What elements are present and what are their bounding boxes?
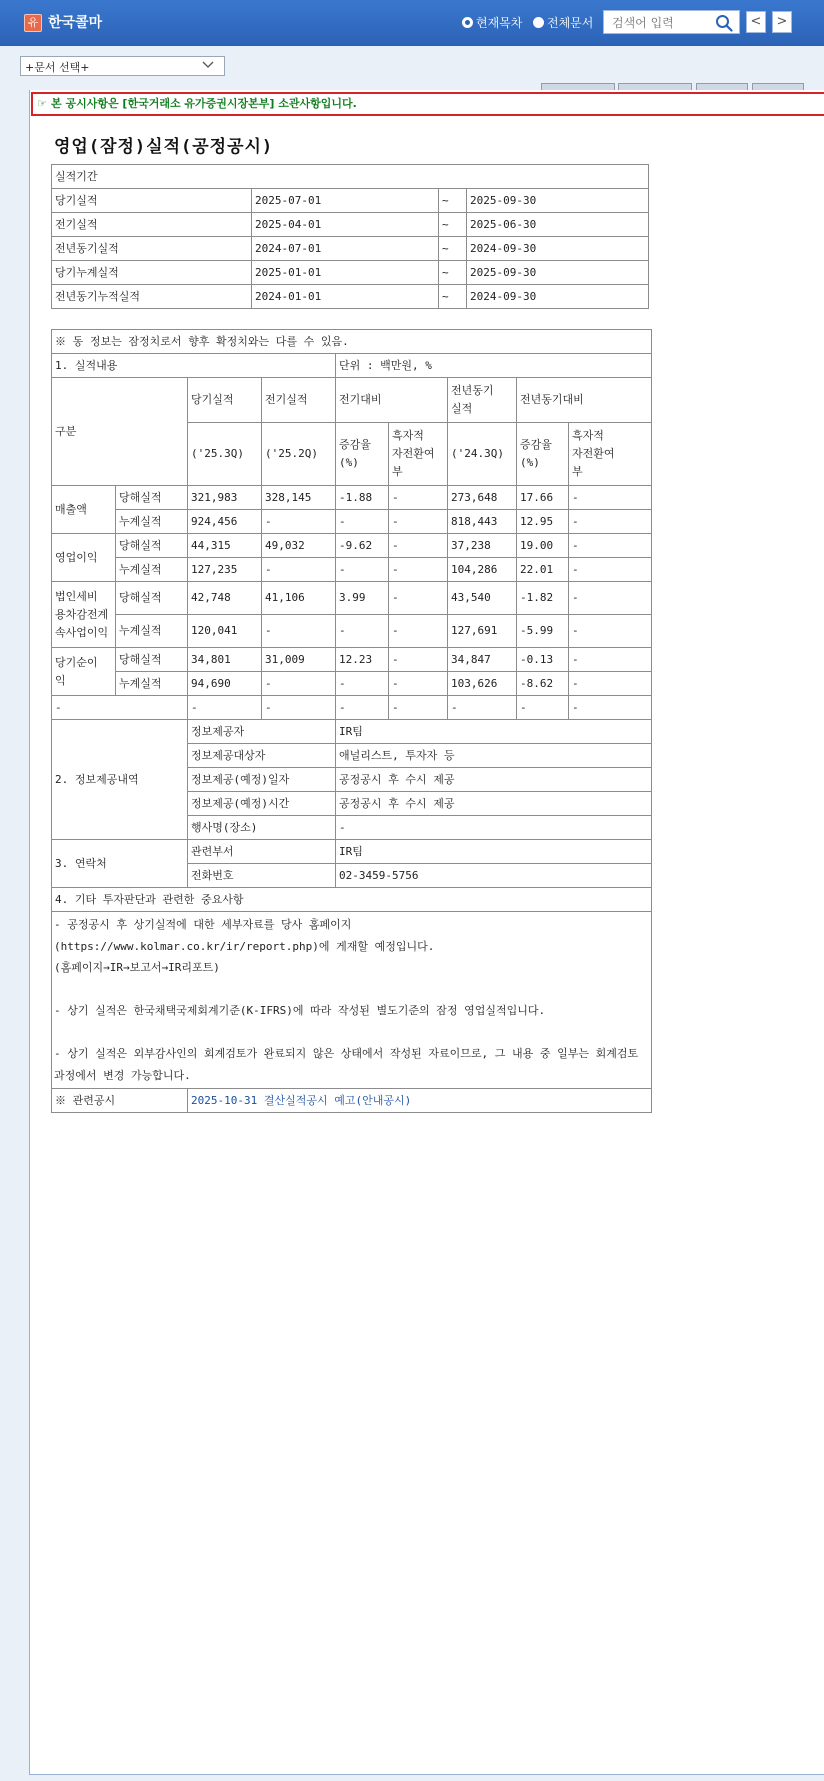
section-4-title: 4. 기타 투자판단과 관련한 중요사항 <box>52 888 652 912</box>
table-row <box>52 285 649 309</box>
sub-label: 누계실적 <box>116 615 188 648</box>
period-to: 2024-09-30 <box>467 237 649 261</box>
period-tilde: ~ <box>439 213 467 237</box>
cell: 17.66 <box>517 486 569 510</box>
period-to: 2025-09-30 <box>467 189 649 213</box>
cell: -8.62 <box>517 672 569 696</box>
header-turnaround: 흑자적 자전환여 부 <box>389 423 448 486</box>
period-tilde: ~ <box>439 261 467 285</box>
info-label: 정보제공(예정)일자 <box>188 768 336 792</box>
cell: - <box>389 558 448 582</box>
cell: - <box>188 696 262 720</box>
company-logo-icon: 유 <box>24 14 42 32</box>
header-cur-quarter: ('25.3Q) <box>188 423 262 486</box>
sub-label: 당해실적 <box>116 486 188 510</box>
cell: 104,286 <box>448 558 517 582</box>
item-name: 당기순이 익 <box>52 648 116 696</box>
table-row <box>52 720 652 744</box>
info-label: 정보제공(예정)시간 <box>188 792 336 816</box>
period-from: 2024-01-01 <box>252 285 439 309</box>
radio-unselected-icon[interactable] <box>533 17 544 28</box>
period-header: 실적기간 <box>52 165 649 189</box>
cell: - <box>336 672 389 696</box>
cell: 44,315 <box>188 534 262 558</box>
period-from: 2025-07-01 <box>252 189 439 213</box>
cell: -9.62 <box>336 534 389 558</box>
table-row <box>52 648 652 672</box>
period-table <box>51 164 649 309</box>
cell: - <box>569 486 652 510</box>
radio-whole-document[interactable] <box>533 14 593 31</box>
period-label: 전년동기누적실적 <box>52 285 252 309</box>
cell: -0.13 <box>517 648 569 672</box>
contact-label: 관련부서 <box>188 840 336 864</box>
cell: 12.95 <box>517 510 569 534</box>
cell: 49,032 <box>262 534 336 558</box>
jurisdiction-notice <box>31 92 824 116</box>
cell: 818,443 <box>448 510 517 534</box>
document-select-value: +문서 선택+ <box>25 61 90 74</box>
cell: 31,009 <box>262 648 336 672</box>
period-tilde: ~ <box>439 189 467 213</box>
table-row <box>52 558 652 582</box>
cell: 12.23 <box>336 648 389 672</box>
header-prev-year: 전년동기 실적 <box>448 378 517 423</box>
company-name: 한국콜마 <box>48 15 103 31</box>
table-row <box>52 615 652 648</box>
related-disclosure-link[interactable]: 2025-10-31 결산실적공시 예고(안내공시) <box>191 1093 412 1107</box>
document-frame <box>29 90 824 1775</box>
cell: - <box>336 558 389 582</box>
cell: - <box>389 534 448 558</box>
cell: 43,540 <box>448 582 517 615</box>
header-category: 구분 <box>52 378 188 486</box>
cell: 120,041 <box>188 615 262 648</box>
period-from: 2024-07-01 <box>252 237 439 261</box>
contact-value: 02-3459-5756 <box>336 864 652 888</box>
cell: - <box>389 696 448 720</box>
contact-label: 전화번호 <box>188 864 336 888</box>
chevron-down-icon <box>202 60 214 70</box>
info-value: 공정공시 후 수시 제공 <box>336 768 652 792</box>
radio-selected-icon[interactable] <box>462 17 473 28</box>
period-label: 전년동기실적 <box>52 237 252 261</box>
period-to: 2024-09-30 <box>467 285 649 309</box>
radio-current-section[interactable] <box>462 14 522 31</box>
cell: 321,983 <box>188 486 262 510</box>
info-value: 공정공시 후 수시 제공 <box>336 792 652 816</box>
period-label: 전기실적 <box>52 213 252 237</box>
section-1-title: 1. 실적내용 <box>52 354 336 378</box>
period-to: 2025-09-30 <box>467 261 649 285</box>
header-change-rate: 증감율 (%) <box>336 423 389 486</box>
cell: - <box>569 558 652 582</box>
cell: - <box>262 672 336 696</box>
radio-all-label: 전체문서 <box>547 16 594 30</box>
table-row <box>52 213 649 237</box>
cell: -1.82 <box>517 582 569 615</box>
period-label: 당기실적 <box>52 189 252 213</box>
cell: - <box>262 558 336 582</box>
cell: - <box>569 648 652 672</box>
cell: 103,626 <box>448 672 517 696</box>
item-name: 매출액 <box>52 486 116 534</box>
cell: - <box>262 510 336 534</box>
cell: - <box>389 615 448 648</box>
cell: 34,801 <box>188 648 262 672</box>
cell: 328,145 <box>262 486 336 510</box>
cell: 3.99 <box>336 582 389 615</box>
table-row <box>52 672 652 696</box>
cell: - <box>389 486 448 510</box>
cell: 19.00 <box>517 534 569 558</box>
cell: - <box>389 648 448 672</box>
cell: 42,748 <box>188 582 262 615</box>
top-bar <box>0 0 824 46</box>
item-name: 법인세비 용차감전계 속사업이익 <box>52 582 116 648</box>
cell: - <box>52 696 188 720</box>
cell: - <box>448 696 517 720</box>
cell: -5.99 <box>517 615 569 648</box>
cell: - <box>569 582 652 615</box>
sub-label: 누계실적 <box>116 510 188 534</box>
header-vs-prev-year: 전년동기대비 <box>517 378 652 423</box>
contact-value: IR팀 <box>336 840 652 864</box>
cell: 924,456 <box>188 510 262 534</box>
next-button[interactable]: > <box>772 11 792 33</box>
period-tilde: ~ <box>439 237 467 261</box>
cell: -1.88 <box>336 486 389 510</box>
period-from: 2025-04-01 <box>252 213 439 237</box>
header-prev-year-quarter: ('24.3Q) <box>448 423 517 486</box>
sub-label: 누계실적 <box>116 672 188 696</box>
cell: 94,690 <box>188 672 262 696</box>
cell: - <box>569 534 652 558</box>
table-row <box>52 582 652 615</box>
header-prev: 전기실적 <box>262 378 336 423</box>
cell: - <box>336 615 389 648</box>
table-row <box>52 840 652 864</box>
table-row <box>52 237 649 261</box>
search-input[interactable] <box>610 12 719 34</box>
related-disclosure-label: ※ 관련공시 <box>52 1089 188 1113</box>
cell: - <box>389 582 448 615</box>
header-prev-quarter: ('25.2Q) <box>262 423 336 486</box>
other-matters-text: - 공정공시 후 상기실적에 대한 세부자료를 당사 홈페이지 (https://www.kolmar.co.kr/ir/report.php)에 게재할 예정입니다. (홈페이지→IR→보고서→IR리포트) - 상기 실적은 한국채택국제회계기준(K-IFRS)에 따라 작성된 별도기준의 잠정 영업실적입니다. - 상기 실적은 외부감사인의 회계검토가 완료되지 않은 상태에서 작성된 자료이므로, 그 내용 중 일부는 회계검토 과정에서 변경 가능합니다. <box>52 912 652 1089</box>
cell: 22.01 <box>517 558 569 582</box>
sub-label: 당해실적 <box>116 582 188 615</box>
cell: - <box>389 672 448 696</box>
info-value: IR팀 <box>336 720 652 744</box>
header-current: 당기실적 <box>188 378 262 423</box>
table-row <box>52 189 649 213</box>
header-change-rate: 증감율 (%) <box>517 423 569 486</box>
info-label: 정보제공대상자 <box>188 744 336 768</box>
table-row <box>52 486 652 510</box>
cell: 127,691 <box>448 615 517 648</box>
sub-label: 누계실적 <box>116 558 188 582</box>
disclaimer: ※ 동 정보는 잠정치로서 향후 확정치와는 다를 수 있음. <box>52 330 652 354</box>
cell: - <box>336 510 389 534</box>
prev-button[interactable]: < <box>746 11 766 33</box>
cell: - <box>517 696 569 720</box>
sub-label: 당해실적 <box>116 648 188 672</box>
cell: 37,238 <box>448 534 517 558</box>
sub-label: 당해실적 <box>116 534 188 558</box>
section-2-title: 2. 정보제공내역 <box>52 720 188 840</box>
cell: - <box>262 615 336 648</box>
table-row <box>52 534 652 558</box>
table-row <box>52 261 649 285</box>
cell: - <box>569 696 652 720</box>
cell: 127,235 <box>188 558 262 582</box>
results-table <box>51 329 652 1113</box>
table-row <box>52 696 652 720</box>
table-row <box>52 510 652 534</box>
document-select[interactable] <box>20 56 225 76</box>
period-tilde: ~ <box>439 285 467 309</box>
info-value: 애널리스트, 투자자 등 <box>336 744 652 768</box>
cell: - <box>569 510 652 534</box>
page-title: 영업(잠정)실적(공정공시) <box>54 137 274 157</box>
cell: - <box>262 696 336 720</box>
info-label: 정보제공자 <box>188 720 336 744</box>
cell: 34,847 <box>448 648 517 672</box>
cell: - <box>336 696 389 720</box>
period-to: 2025-06-30 <box>467 213 649 237</box>
cell: - <box>569 672 652 696</box>
cell: - <box>389 510 448 534</box>
cell: 41,106 <box>262 582 336 615</box>
unit-label: 단위 : 백만원, % <box>336 354 652 378</box>
pointing-hand-icon: ☞ <box>37 97 47 110</box>
header-vs-prev: 전기대비 <box>336 378 448 423</box>
search-box <box>603 10 740 34</box>
item-name: 영업이익 <box>52 534 116 582</box>
radio-current-label: 현재목차 <box>476 16 523 30</box>
header-turnaround: 흑자적 자전환여 부 <box>569 423 652 486</box>
period-from: 2025-01-01 <box>252 261 439 285</box>
notice-text: 본 공시사항은 [한국거래소 유가증권시장본부] 소관사항입니다. <box>51 97 357 110</box>
info-label: 행사명(장소) <box>188 816 336 840</box>
search-icon[interactable] <box>715 14 733 32</box>
info-value: - <box>336 816 652 840</box>
cell: 273,648 <box>448 486 517 510</box>
section-3-title: 3. 연락처 <box>52 840 188 888</box>
related-disclosure-cell <box>188 1089 652 1113</box>
period-label: 당기누계실적 <box>52 261 252 285</box>
cell: - <box>569 615 652 648</box>
